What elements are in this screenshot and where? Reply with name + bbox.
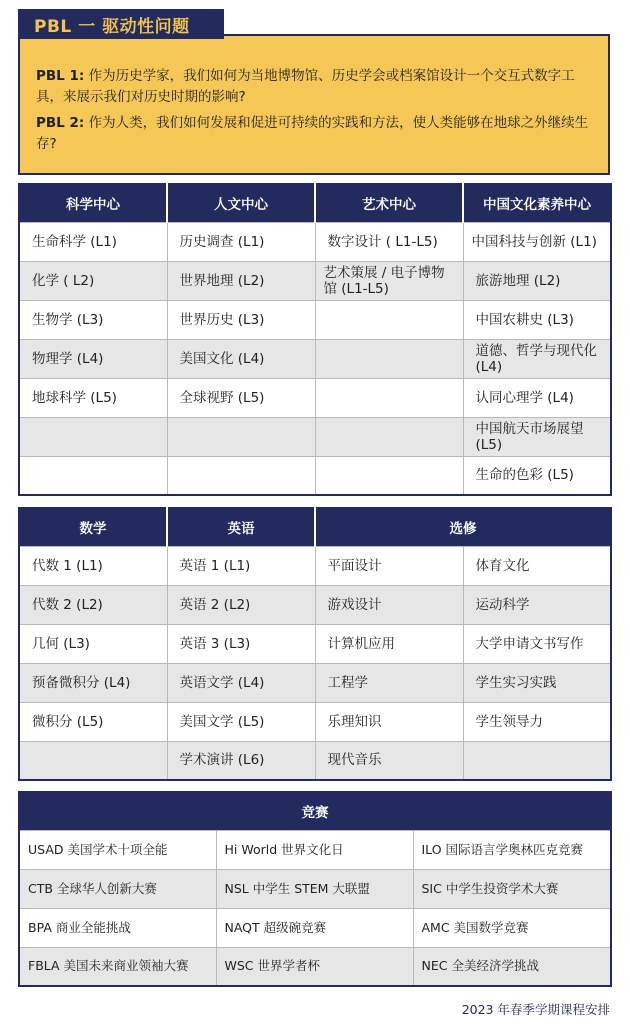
table-row xyxy=(19,947,611,986)
table-cell: 游戏设计 xyxy=(315,585,463,624)
table-cell: FBLA 美国未来商业领袖大赛 xyxy=(19,947,216,986)
pbl-q1-label: PBL 1: xyxy=(36,68,85,84)
table-cell xyxy=(19,456,167,495)
table-row xyxy=(19,741,611,780)
table-cell: WSC 世界学者杯 xyxy=(216,947,413,986)
table-cell: 英语 1 (L1) xyxy=(167,546,315,585)
table-cell: 微积分 (L5) xyxy=(19,702,167,741)
table-cell: 计算机应用 xyxy=(315,624,463,663)
table-cell: 中国农耕史 (L3) xyxy=(463,300,611,339)
subjects-table xyxy=(18,507,612,781)
pbl-question-2 xyxy=(36,113,592,155)
table-cell: 全球视野 (L5) xyxy=(167,378,315,417)
table-cell: Hi World 世界文化日 xyxy=(216,830,413,869)
table-cell xyxy=(167,417,315,456)
table-row xyxy=(19,869,611,908)
table-row xyxy=(19,261,611,300)
table-cell: 艺术策展 / 电子博物馆 (L1-L5) xyxy=(315,261,463,300)
table-cell: 中国科技与创新 (L1) xyxy=(463,222,611,261)
table-cell: 大学申请文书写作 xyxy=(463,624,611,663)
table-cell xyxy=(19,741,167,780)
table-cell: 现代音乐 xyxy=(315,741,463,780)
table-cell: NAQT 超级碗竞赛 xyxy=(216,908,413,947)
table-row xyxy=(19,300,611,339)
table-row xyxy=(19,378,611,417)
competitions-table xyxy=(18,791,612,987)
table-row xyxy=(19,908,611,947)
header-science-center: 科学中心 xyxy=(19,184,167,222)
table-cell xyxy=(315,300,463,339)
table-cell: BPA 商业全能挑战 xyxy=(19,908,216,947)
table-cell: 体育文化 xyxy=(463,546,611,585)
table-cell: 学生领导力 xyxy=(463,702,611,741)
table-row xyxy=(19,702,611,741)
table-cell xyxy=(463,741,611,780)
header-chinese-culture-center: 中国文化素养中心 xyxy=(463,184,611,222)
table-cell xyxy=(315,417,463,456)
table-cell: 世界地理 (L2) xyxy=(167,261,315,300)
table-cell: 生命的色彩 (L5) xyxy=(463,456,611,495)
table-cell: 英语文学 (L4) xyxy=(167,663,315,702)
footer-caption: 2023 年春季学期课程安排 xyxy=(461,1002,610,1017)
table-cell: 认同心理学 (L4) xyxy=(463,378,611,417)
table-cell: 运动科学 xyxy=(463,585,611,624)
table-cell: 平面设计 xyxy=(315,546,463,585)
table-cell: 美国文化 (L4) xyxy=(167,339,315,378)
table-cell: 学术演讲 (L6) xyxy=(167,741,315,780)
table-cell: 物理学 (L4) xyxy=(19,339,167,378)
table-cell: NSL 中学生 STEM 大联盟 xyxy=(216,869,413,908)
table-cell xyxy=(315,378,463,417)
header-humanities-center: 人文中心 xyxy=(167,184,315,222)
header-arts-center: 艺术中心 xyxy=(315,184,463,222)
competitions-header-row xyxy=(19,792,611,830)
pbl-q1-text: 作为历史学家，我们如何为当地博物馆、历史学会或档案馆设计一个交互式数字工具，来展示我们对历史时期的影响? xyxy=(36,68,575,105)
table-row xyxy=(19,339,611,378)
table-cell: 代数 2 (L2) xyxy=(19,585,167,624)
table-cell: 英语 3 (L3) xyxy=(167,624,315,663)
table-row xyxy=(19,546,611,585)
centers-table xyxy=(18,183,612,496)
pbl-section-title: PBL 一 驱动性问题 xyxy=(18,9,224,39)
header-english: 英语 xyxy=(167,508,315,546)
centers-header-row xyxy=(19,184,611,222)
table-row xyxy=(19,663,611,702)
table-row xyxy=(19,222,611,261)
table-cell: 世界历史 (L3) xyxy=(167,300,315,339)
table-row xyxy=(19,830,611,869)
table-cell: 学生实习实践 xyxy=(463,663,611,702)
table-cell xyxy=(167,456,315,495)
table-cell: 英语 2 (L2) xyxy=(167,585,315,624)
table-cell: 预备微积分 (L4) xyxy=(19,663,167,702)
pbl-question-1 xyxy=(36,66,592,108)
table-cell: 生命科学 (L1) xyxy=(19,222,167,261)
subjects-header-row xyxy=(19,508,611,546)
table-row xyxy=(19,585,611,624)
table-cell: 代数 1 (L1) xyxy=(19,546,167,585)
table-cell: AMC 美国数学竞赛 xyxy=(413,908,611,947)
table-cell: 生物学 (L3) xyxy=(19,300,167,339)
table-row xyxy=(19,417,611,456)
table-cell: 几何 (L3) xyxy=(19,624,167,663)
table-cell: CTB 全球华人创新大赛 xyxy=(19,869,216,908)
table-cell: NEC 全美经济学挑战 xyxy=(413,947,611,986)
table-cell: 工程学 xyxy=(315,663,463,702)
table-row xyxy=(19,456,611,495)
table-cell xyxy=(19,417,167,456)
table-cell xyxy=(315,339,463,378)
header-competitions: 竞赛 xyxy=(19,792,611,830)
pbl-q2-text: 作为人类，我们如何发展和促进可持续的实践和方法，使人类能够在地球之外继续生存? xyxy=(36,115,589,152)
table-cell: 历史调查 (L1) xyxy=(167,222,315,261)
table-cell xyxy=(315,456,463,495)
table-cell: SIC 中学生投资学术大赛 xyxy=(413,869,611,908)
header-electives: 选修 xyxy=(315,508,611,546)
table-cell: USAD 美国学术十项全能 xyxy=(19,830,216,869)
pbl-q2-label: PBL 2: xyxy=(36,115,85,131)
table-row xyxy=(19,624,611,663)
table-cell: 中国航天市场展望 (L5) xyxy=(463,417,611,456)
table-cell: 道德、哲学与现代化 (L4) xyxy=(463,339,611,378)
header-math: 数学 xyxy=(19,508,167,546)
table-cell: 地球科学 (L5) xyxy=(19,378,167,417)
table-cell: 数字设计 ( L1-L5) xyxy=(315,222,463,261)
table-cell: ILO 国际语言学奥林匹克竞赛 xyxy=(413,830,611,869)
table-cell: 旅游地理 (L2) xyxy=(463,261,611,300)
table-cell: 美国文学 (L5) xyxy=(167,702,315,741)
table-cell: 化学 ( L2) xyxy=(19,261,167,300)
pbl-questions-box xyxy=(18,34,610,175)
table-cell: 乐理知识 xyxy=(315,702,463,741)
